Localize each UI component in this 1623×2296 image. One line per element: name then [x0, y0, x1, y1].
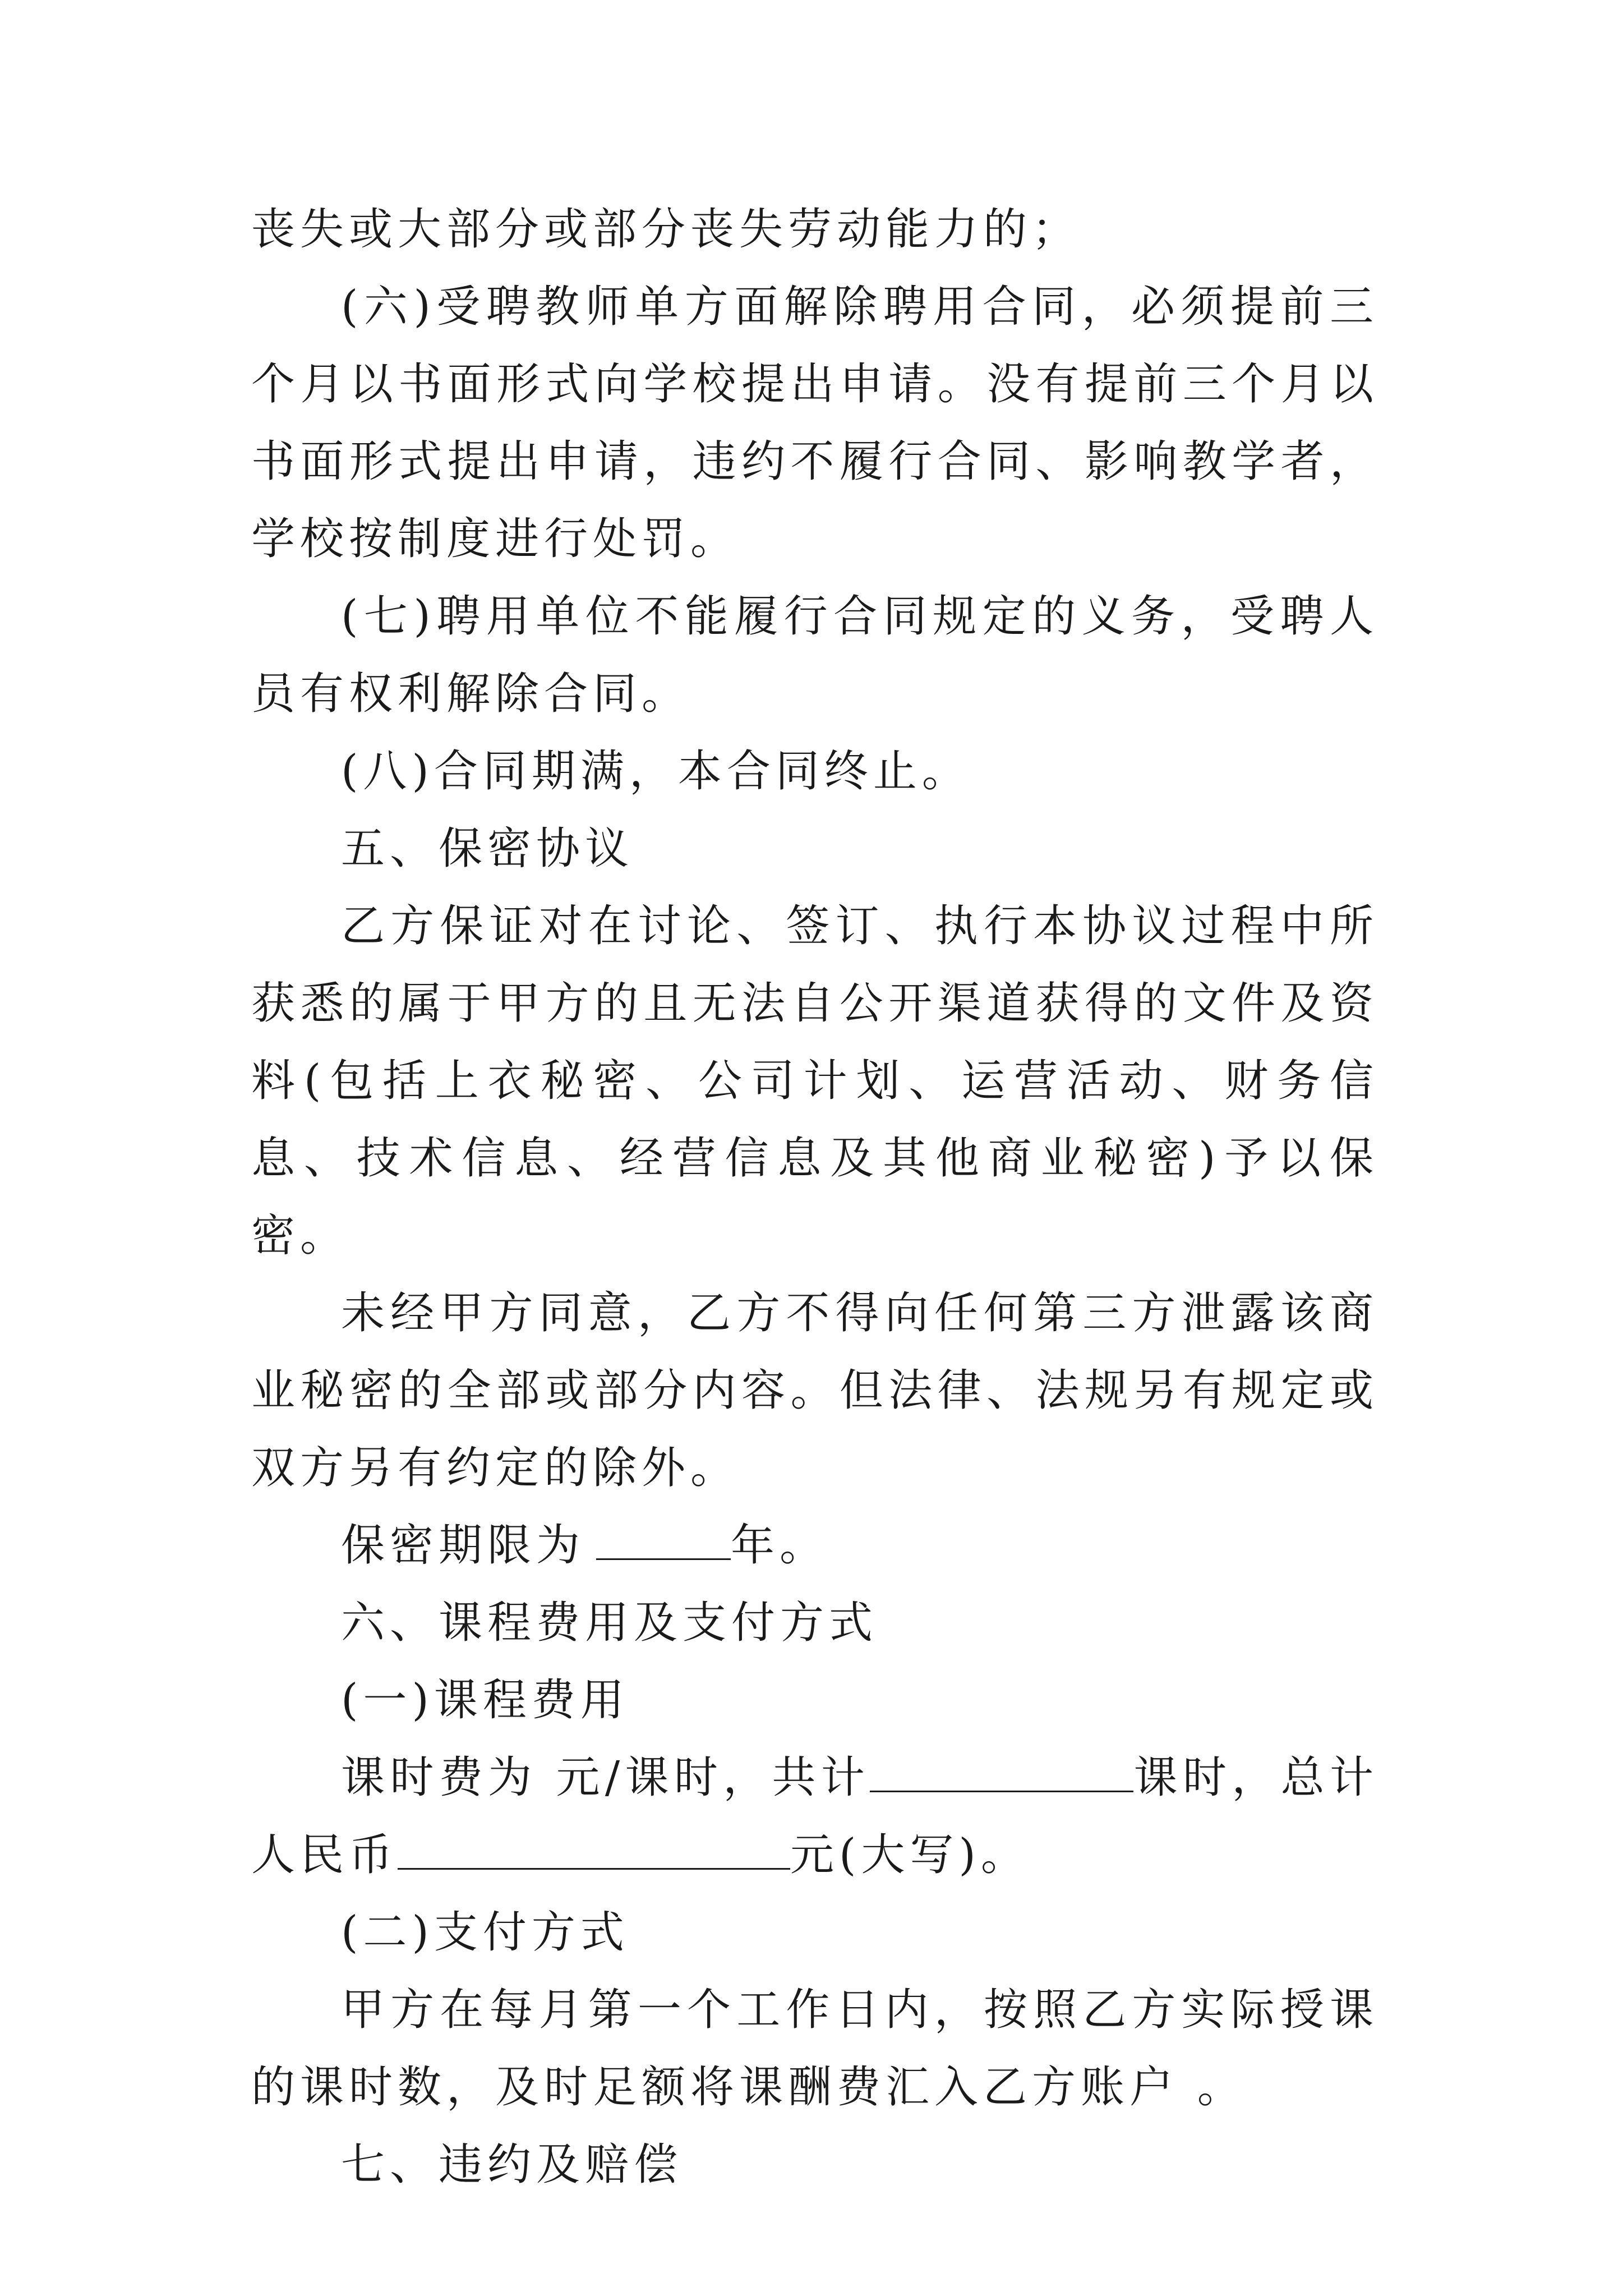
- section-5-heading: 五、保密协议: [341, 823, 634, 874]
- section-6-1-heading: (一)课程费用: [341, 1675, 629, 1726]
- paragraph-payment: 甲方在每月第一个工作日内，按照乙方实际授课的课时数，及时足额将课酬费汇入乙方账户 。: [251, 1985, 1378, 2113]
- document-body: [251, 191, 1378, 2203]
- secrecy-period-unit: 年。: [731, 1520, 829, 1571]
- amount-blank: [398, 1829, 790, 1870]
- paragraph-confidentiality: 乙方保证对在讨论、签订、执行本协议过程中所获悉的属于甲方的且无法自公开渠道获得的文件及资料(包括上衣秘密、公司计划、运营活动、财务信息、技术信息、经营信息及其他商业秘密)予以保密。: [251, 901, 1378, 1261]
- secrecy-years-blank: [596, 1519, 731, 1560]
- paragraph-loss-of-ability: 丧失或大部分或部分丧失劳动能力的；: [251, 204, 1081, 255]
- paragraph-course-fee: [251, 1739, 1378, 1894]
- paragraph-secrecy-period: [251, 1507, 1378, 1584]
- secrecy-period-label: 保密期限为: [341, 1520, 585, 1571]
- paragraph-non-disclosure: 未经甲方同意，乙方不得向任何第三方泄露该商业秘密的全部或部分内容。但法律、法规另有规定或双方另有约定的除外。: [251, 1288, 1378, 1493]
- section-6-heading: 六、课程费用及支付方式: [341, 1598, 878, 1648]
- section-7-heading: 七、违约及赔偿: [341, 2139, 683, 2190]
- fee-text-part3: 元(大写)。: [790, 1830, 1030, 1880]
- section-6-2-heading: (二)支付方式: [341, 1907, 629, 1958]
- paragraph-item-6: (六)受聘教师单方面解除聘用合同，必须提前三个月以书面形式向学校提出申请。没有提前三个月以书面形式提出申请，违约不履行合同、影响教学者，学校按制度进行处罚。: [251, 282, 1378, 564]
- fee-text-part1: 课时费为 元/课时，共计: [341, 1752, 870, 1803]
- hours-blank: [870, 1751, 1133, 1792]
- paragraph-item-8: (八)合同期满，本合同终止。: [341, 746, 971, 797]
- paragraph-item-7: (七)聘用单位不能履行合同规定的义务，受聘人员有权利解除合同。: [251, 591, 1378, 719]
- fee-text-part2: 课时，总计人民币: [251, 1752, 1378, 1880]
